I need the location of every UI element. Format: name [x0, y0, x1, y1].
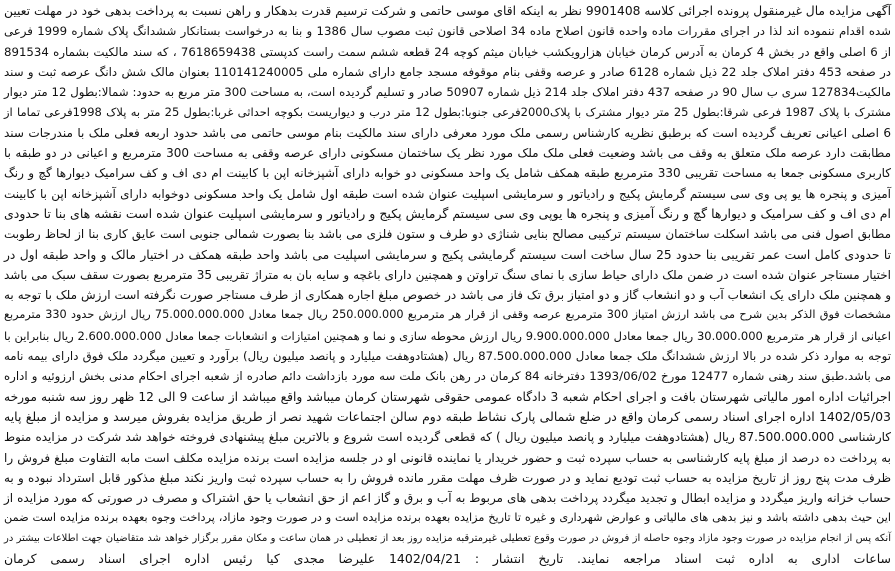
notice-line: از 6 اصلی واقع در بخش 4 کرمان به آدرس کرمان خیابان هزارویکشب خیابان میثم کوچه 24 قطعه ششم سمت راست کدپستی 7618659438 ، که سند مالکیت بشماره 891534: [4, 44, 891, 59]
notice-line: اختیار مستاجر عنوان شده است در ضمن ملک دارای حیاط سازی با نمای سنگ تراوتن و همچنین دارای باغچه و سایه بان به متراژ تقریبی 35 مترمربع بصورت سقف سبک می باشد: [4, 267, 891, 282]
notice-line: مشترک با پلاک 1987 فرعی شرقا:بطول 25 متر دیوار مشترک با پلاک2000فرعی جنوبا:بطول 12 متر درب و دیواریست بکوچه احداثی غربا:بطول 25 متر به پلاک 1998فرعی تماما از: [4, 105, 892, 120]
notice-line: ظرف مدت پنج روز از تاریخ مزایده به حساب ثبت تودیع نماید و در صورت ظرف مهلت مقرر مانده فروش را به حساب سپرده ثبت واریز نکند مبلغ مذکور قابل استرداد نبوده و به: [4, 470, 891, 485]
notice-line: مطابقت دارد عرصه ملک متعلق به وقف می باشد وضعیت فعلی ملک ملک مورد نظر یک ساختمان مسکونی دارای عرصه وقفی به مساحت 300 مترمربع و اعیانی در دو طبقه با: [4, 146, 891, 161]
notice-line: مطابق اصول فنی می باشد اسکلت ساختمان سیستم ترکیبی مصالح بنایی شناژی دو طرف و ستون فلزی می باشد بنا بصورت شمالی جنوبی است عایق کاری بنا از لحاظ رطوبت: [4, 227, 891, 242]
notice-line: 6 اصلی اعیانی تعریف گردیده است که برطبق نظریه کارشناس رسمی ملک مورد معرفی دارای سند مالکیت بنام موسی حاتمی می باشد حدود اربعه فعلی ملک با مندرجات سند: [4, 125, 891, 140]
notice-line: آگهی مزایده مال غیرمنقول پرونده اجرائی کلاسه 9901408 نظر به اینکه اقای موسی حاتمی و شرکت ترسیم قدرت بدهکار و راهن نسبت به پرداخت بدهی خود در مهلت تعیین: [4, 4, 891, 18]
notice-line: و همچنین ملک دارای یک انشعاب آب و دو انشعاب گاز و دو امتیاز برق تک فاز می باشد در خصوص مبلغ اجاره همکاری از طرف مستاجر صورت نگرفته است ارزش ملک با توجه به: [4, 288, 891, 303]
notice-line: مالکیت127834 سری ب سال 90 در صفحه 437 دفتر املاک جلد 214 ذیل شماره 50907 صادر و تسلیم گردیده است، به مساحت 300 متر مربع به حدود: شمالا:بطول 12 متر دیوار: [4, 85, 891, 100]
notice-line: حساب خزانه واریز میگردد و مزایده ابطال و تجدید میگردد پرداخت بدهی های مربوط به آب و برق و گاز اعم از حق انشعاب یا حق اشتراک و مصرف در صورتی که مورد مزایده از: [4, 491, 891, 506]
notice-line: در صفحه 453 دفتر املاک جلد 22 ذیل شماره 6128 صادر و عرصه وقفی بنام موقوفه مسجد جامع دارای شماره ملی 110141240005 بعنوان مالک شش دانگ عرصه ثبت و سند: [4, 64, 892, 79]
notice-line: این حیث بدهی داشته باشد و نیز بدهی های مالیاتی و عوارض شهرداری و غیره تا تاریخ مزایده بعهده برنده مزایده است و در صورت وجود مازاد، پرداخت وجوه بعهده برنده مزایده است ضمن: [4, 511, 891, 525]
notice-line: به پرداخت ده درصد از مبلغ پایه کارشناسی به حساب سپرده ثبت و حضور خریدار یا نماینده قانونی او در جلسه مزایده است برنده مزایده مکلف است مابه التفاوت مبلغ فروش را: [4, 450, 891, 465]
notice-line: 1402/05/03 اداره اجرای اسناد رسمی کرمان واقع در ضلع شمالی پارک نشاط طبقه دوم سالن اجتماعات شهید نصر از طریق مزایده بفروش میرسد و مزایده از مبلغ پایه: [4, 408, 891, 424]
notice-line: کارشناسی 87.500.000.000 ریال (هشتادوهفت میلیارد و پانصد میلیون ریال ) که قطعی گردیده است شروع و بالاترین مبلغ پیشنهادی فروخته خواهد شد شرکت در مزایده منوط: [4, 430, 891, 445]
notice-line: تا حدودی کامل است عمر تقریبی بنا حدود 25 سال ساخت است سیستم گرمایشی پکیج و سرمایشی اسپلیت می باشد واحد طبقه همکف در اختیار مالک و واحد طبقه اول در: [4, 247, 891, 262]
notice-line: توجه به موارد ذکر شده در بالا ارزش ششدانگ ملک جمعا معادل 87.500.000.000 ریال (هشتادوهفت میلیارد و پانصد میلیون ریال) برآورد و تعیین میگردد ملک فوق دارای بیمه نامه: [4, 349, 891, 364]
notice-line: ساعات اداری به اداره ثبت اسناد مراجعه نمایند. تاریخ انتشار : 1402/04/21 علیرضا مجدی کیا رئیس اداره اجرای اسناد رسمی کرمان: [4, 551, 891, 567]
notice-line: اعیانی از قرار هر مترمربع 30.000.000 ریال جمعا معادل 9.900.000.000 ریال ارزش محوطه سازی و نما و همچنین امتیازات و انشعابات جمعا معادل 2.600.000.000 ریال بنابراین با: [4, 328, 892, 343]
notice-line: شده اقدام ننموده اند لذا در اجرای مقررات ماده واحده قانون اصلاح ماده 34 اصلاحی قانون ثبت مصوب سال 1386 و بنا به درخواست بستانکار ششدانگ پلاک شماره 1999 فرعی: [4, 24, 892, 39]
notice-line: می باشد.طبق سند رهنی شماره 12477 مورخ 1393/06/02 دفترخانه 84 کرمان در رهن بانک ملت سه مورد بازداشت دائم صادره از شعبه اجرای احکام مدنی بخش ارزوئیه و اداره: [4, 369, 892, 384]
notice-line: ام دی اف و کف سرامیک و دیوارها گچ و رنگ آمیزی و پنجره ها یوپی وی سی سیستم گرمایش پکیج و رادیاتور و سرمایشی اسپلیت عنوان شده است نقشه های بنا تا حدودی: [4, 205, 891, 221]
notice-line: اجرائیات اداره امور مالیاتی شهرستان بافت و اجرای احکام شعبه 3 دادگاه عمومی حقوقی شهرستان کرمان میباشد واقع میباشد از ساعت 9 الی 12 ظهر روز سه شنبه مورخه: [4, 389, 891, 404]
notice-line: آمیزی و پنجره ها یو پی وی سی سیستم گرمایش پکیج و رادیاتور و سرمایشی اسپلیت عنوان شده است طبقه اول شامل یک واحد مسکونی دوخوابه دارای آشپزخانه اپن با کابینت: [4, 186, 891, 201]
notice-line: مشخصات فوق الذکر بدین شرح می باشد ارزش امتیاز 300 مترمربع عرصه وقفی از قرار هر مترمربع 250.000.000 ریال جمعا معادل 75.000.000.000 ریال ارزش حدود 330 مترمربع: [4, 308, 891, 322]
notice-line: کاربری مسکونی جمعا به مساحت تقریبی 330 مترمربع طبقه همکف شامل یک واحد مسکونی دو خوابه دارای آشپزخانه اپن با کابینت ام دی اف و کف سرامیک دیوارها گچ و رنگ: [4, 166, 891, 181]
notice-line: آنکه پس از انجام مزایده در صورت وجود مازاد وجوه حاصله از فروش در صورت وقوع تعطیلی غیرمترقبه مزایده روز بعد از تعطیلی در همان ساعت و مکان مقرر برگزار خواهد شد متقاضیان جهت اطلاعات بیشتر در: [4, 532, 891, 544]
